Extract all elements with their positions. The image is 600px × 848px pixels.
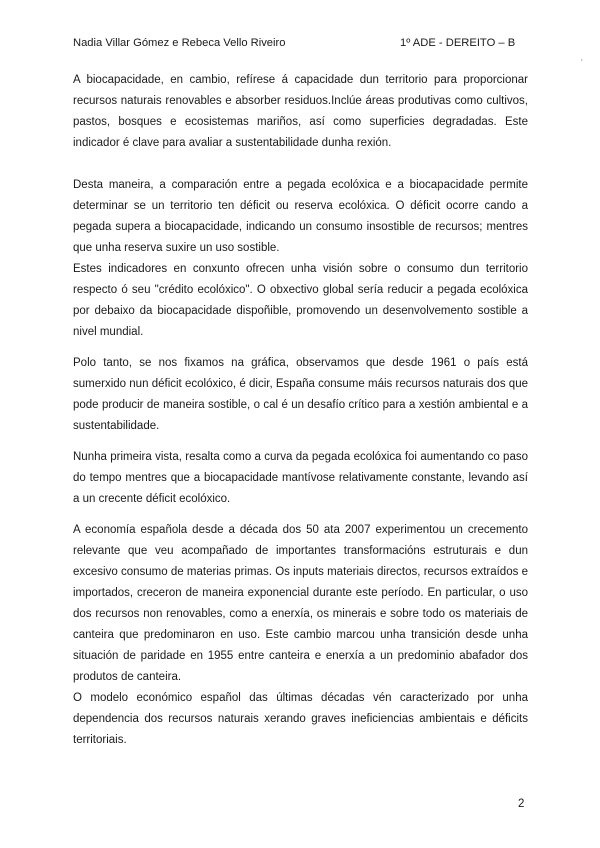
header-course: 1º ADE - DEREITO – B — [400, 37, 516, 49]
page-number: 2 — [518, 798, 525, 810]
paragraph-indicators: Estes indicadores en conxunto ofrecen unha visión sobre o consumo dun territorio respecto ó seu "crédito ecolóxico". O obxectivo global sería reducir a pegada ecolóxica por debaixo da biocapacidade dispoñible, promovendo un desenvolvemento sostible a nivel mundial. — [73, 263, 528, 338]
paragraph-first-view: Nunha primeira vista, resalta como a curva da pegada ecolóxica foi aumentando co paso do tempo mentres que a biocapacidade mantívose relativamente constante, levando así a un crecente déficit ecolóxico. — [73, 451, 528, 505]
paragraph-biocapacity: A biocapacidade, en cambio, refírese á capacidade dun territorio para proporcionar recursos naturais renovables e absorber residuos.Inclúe áreas produtivas como cultivos, pastos, bosques e ecosistemas mariños, así como superficies degradadas. Este indicador é clave para avaliar a sustentabilidade dunha rexión. — [73, 74, 528, 149]
paragraph-model: O modelo económico español das últimas décadas vén caracterizado por unha dependencia dos recursos naturais xerando graves ineficiencias ambientais e déficits territoriais. — [73, 692, 528, 746]
paragraph-economy: A economía española desde a década dos 50 ata 2007 experimentou un crecemento relevante que veu acompañado de importantes transformacións estruturais e dun excesivo consumo de materias primas. Os inputs materiais directos, recursos extraídos e importados, creceron de maneira exponencial durante este período. En particular, o uso dos recursos non renovables, como a enerxía, os minerais e sobre todo os materiais de canteira que predominaron en uso. Este cambio marcou unha transición desde unha situación de paridade en 1955 entre canteira e enerxía a un predominio abafador dos produtos de canteira. — [73, 524, 528, 683]
stray-mark: ‘ — [581, 58, 583, 67]
document-body — [73, 70, 528, 751]
page-header — [73, 37, 528, 51]
paragraph-graph: Polo tanto, se nos fixamos na gráfica, observamos que desde 1961 o país está sumerxido nun déficit ecolóxico, é dicir, España consume máis recursos naturais dos que pode producir de maneira sostible, o cal é un desafío crítico para a xestión ambiental e a sustentabilidade. — [73, 357, 528, 432]
paragraph-comparison: Desta maneira, a comparación entre a pegada ecolóxica e a biocapacidade permite determinar se un territorio ten déficit ou reserva ecolóxica. O déficit ocorre cando a pegada supera a biocapacidade, indicando un consumo insostible de recursos; mentres que unha reserva suxire un uso sostible. — [73, 179, 528, 254]
header-authors: Nadia Villar Gómez e Rebeca Vello Riveiro — [73, 37, 286, 49]
